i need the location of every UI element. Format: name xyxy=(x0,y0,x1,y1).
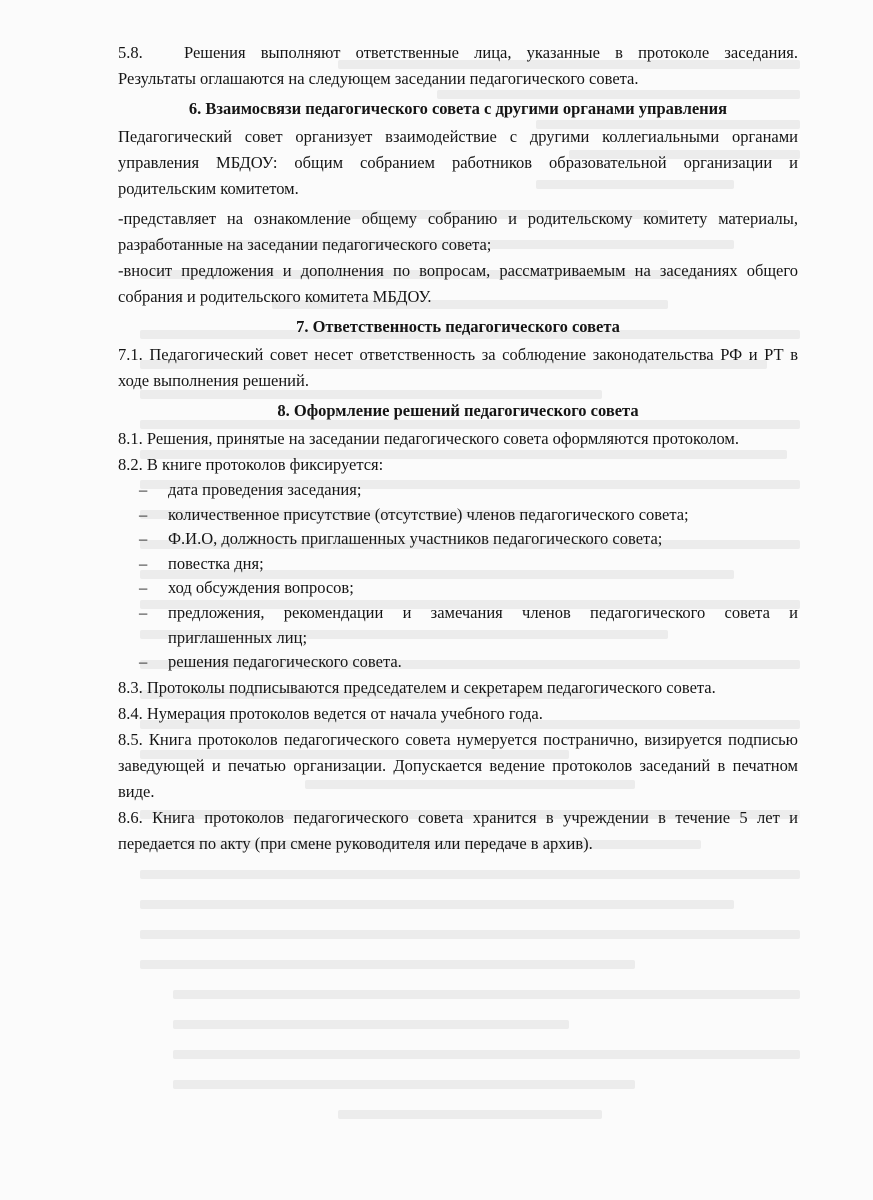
list-item: – повестка дня; xyxy=(118,552,798,577)
item-8-1: 8.1. Решения, принятые на заседании педагогического совета оформляются протоколом. xyxy=(118,429,739,448)
item-8-4: 8.4. Нумерация протоколов ведется от начала учебного года. xyxy=(118,703,543,723)
item-5-8 xyxy=(118,40,798,92)
item-8-5: 8.5. Книга протоколов педагогического совета нумеруется постранично, визируется подписью заведующей и печатью организации. Допускается ведение протоколов заседаний в печатном виде. xyxy=(118,729,798,801)
list-item: – ход обсуждения вопросов; xyxy=(118,576,798,601)
section-6-paragraph-2: -представляет на ознакомление общему собранию и родительскому комитету материалы, разработанные на заседании педагогического совета; xyxy=(118,209,798,254)
list-item: – дата проведения заседания; xyxy=(118,478,798,503)
document-body xyxy=(118,40,798,857)
section-6-heading: 6. Взаимосвязи педагогического совета с другими органами управления xyxy=(188,99,728,118)
section-8-heading: 8. Оформление решений педагогического совета xyxy=(277,401,639,420)
section-7-paragraph-1: 7.1. Педагогический совет несет ответственность за соблюдение законодательства РФ и РТ в ходе выполнения решений. xyxy=(118,345,798,390)
item-5-8-text: Решения выполняют ответственные лица, указанные в протоколе заседания. Результаты оглашаются на следующем заседании педагогического совета. xyxy=(118,43,798,88)
list-item: – Ф.И.О, должность приглашенных участников педагогического совета; xyxy=(118,527,798,552)
list-item: – предложения, рекомендации и замечания членов педагогического совета и приглашенных лиц; xyxy=(118,601,798,650)
item-5-8-number: 5.8. xyxy=(118,43,143,62)
section-7-heading: 7. Ответственность педагогического совета xyxy=(296,317,620,336)
list-item: – количественное присутствие (отсутствие) членов педагогического совета; xyxy=(118,503,798,528)
item-8-3: 8.3. Протоколы подписываются председателем и секретарем педагогического совета. xyxy=(118,677,716,697)
section-6-paragraph-1: Педагогический совет организует взаимодействие с другими коллегиальными органами управления МБДОУ: общим собранием работников образовательной организации и родительским комитетом. xyxy=(118,127,798,198)
protocol-fields-list xyxy=(118,478,798,675)
section-6-paragraph-3: -вносит предложения и дополнения по вопросам, рассматриваемым на заседаниях общего собрания и родительского комитета МБДОУ. xyxy=(118,261,798,306)
item-8-2: 8.2. В книге протоколов фиксируется: xyxy=(118,455,384,474)
item-8-6: 8.6. Книга протоколов педагогического совета хранится в учреждении в течение 5 лет и передается по акту (при смене руководителя или передаче в архив). xyxy=(118,807,798,853)
list-item: – решения педагогического совета. xyxy=(118,650,798,675)
